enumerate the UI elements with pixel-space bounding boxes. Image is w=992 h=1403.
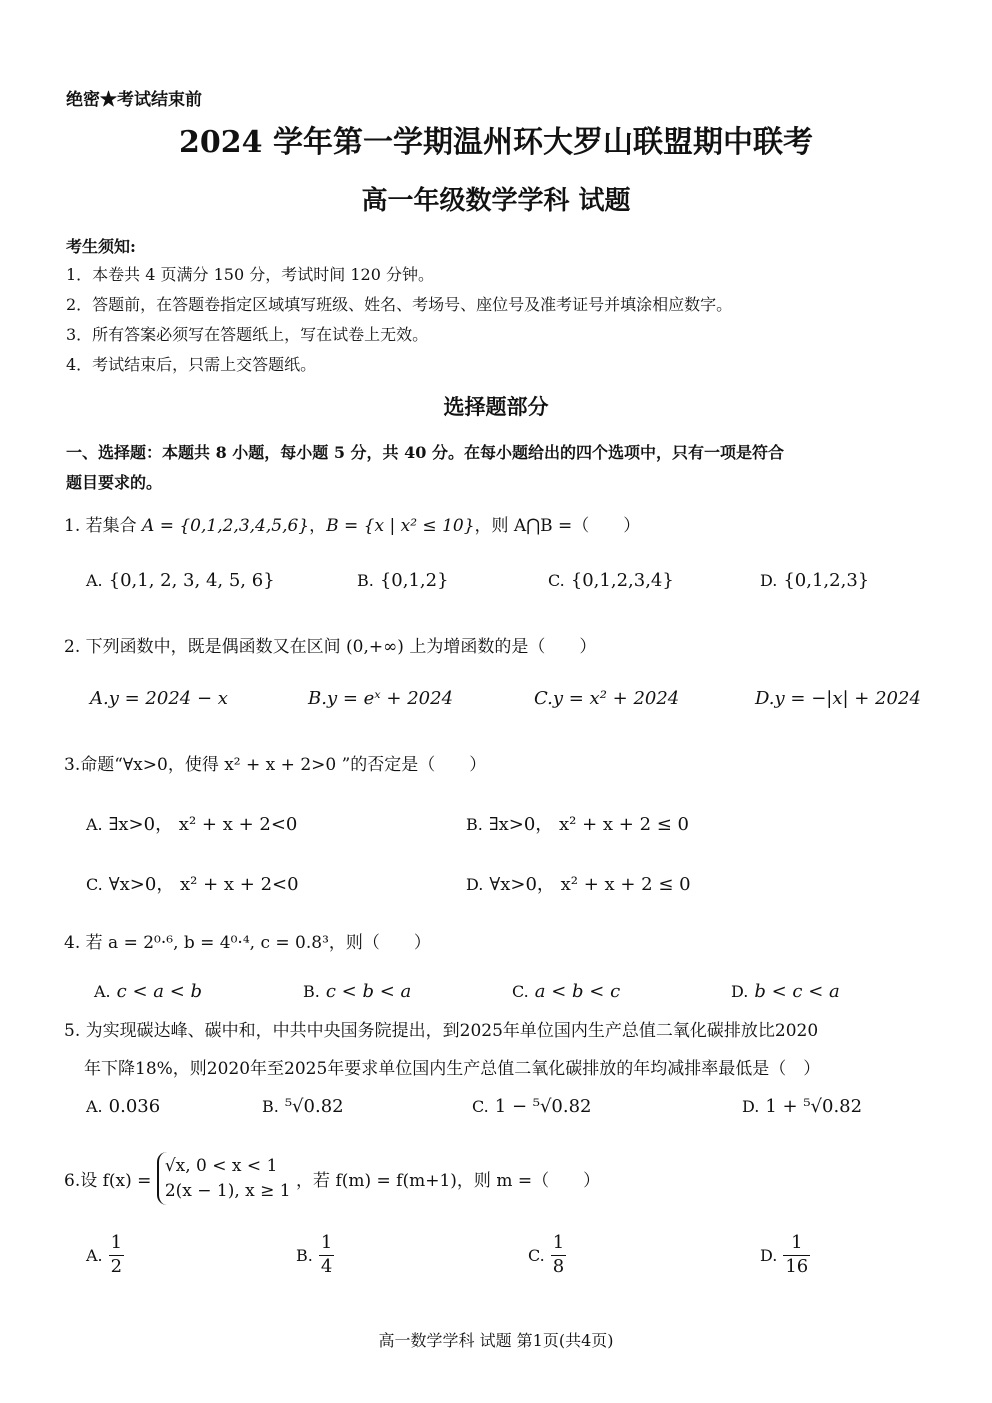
q6-option-b — [296, 1232, 334, 1278]
fraction-numerator: 1 — [109, 1232, 124, 1256]
option-text: a < b < c — [534, 981, 621, 1002]
option-text: c < a < b — [116, 981, 203, 1002]
notice-heading: 考生须知: — [66, 237, 136, 256]
notice-item: 1．本卷共 4 页满分 150 分，考试时间 120 分钟。 — [66, 265, 434, 284]
question-3-stem: 3.命题“∀x>0，使得 x² + x + 2>0 ”的否定是（ ） — [64, 755, 487, 775]
q6-suffix: ，若 f(m) = f(m+1)，则 m =（ ） — [296, 1171, 601, 1192]
option-label: B. — [296, 1245, 313, 1265]
fraction-numerator: 1 — [783, 1232, 810, 1256]
option-text: y = 2024 − x — [108, 688, 228, 709]
option-text: {0,1,2} — [379, 570, 449, 591]
option-text: {0,1, 2, 3, 4, 5, 6} — [108, 570, 275, 591]
option-label: D. — [755, 688, 775, 709]
notice-item: 2．答题前，在答题卷指定区域填写班级、姓名、考场号、座位号及准考证号并填涂相应数字。 — [66, 295, 733, 314]
q1-suffix: ，则 A⋂B =（ ） — [474, 516, 641, 536]
fraction-denominator: 8 — [552, 1255, 565, 1277]
option-label: B. — [308, 688, 327, 709]
notice-item: 3．所有答案必须写在答题纸上，写在试卷上无效。 — [66, 325, 429, 344]
question-1-stem — [64, 511, 640, 536]
option-text: c < b < a — [325, 981, 412, 1002]
q4-option-c — [512, 981, 620, 1002]
fraction-denominator: 4 — [320, 1255, 333, 1277]
q6-case-1: √x, 0 < x < 1 — [164, 1156, 278, 1176]
option-label: A. — [86, 1097, 103, 1116]
instructions-line: 题目要求的。 — [66, 473, 163, 492]
confidential-mark: 绝密★考试结束前 — [66, 90, 202, 110]
option-label: A. — [86, 1245, 103, 1265]
option-label: D. — [466, 875, 484, 894]
instructions-line: 一、选择题：本题共 8 小题，每小题 5 分，共 40 分。在每小题给出的四个选项中，只有一项是符合 — [66, 443, 784, 462]
exam-subtitle: 高一年级数学学科 试题 — [361, 186, 631, 216]
fraction-numerator: 1 — [319, 1232, 334, 1256]
option-label: D. — [760, 571, 778, 590]
q1-set-b: B = {x | x² ≤ 10} — [326, 516, 475, 536]
option-label: C. — [86, 875, 103, 894]
fraction — [783, 1232, 810, 1278]
q1-option-a — [86, 570, 275, 591]
fraction — [109, 1232, 124, 1278]
notice-item: 4．考试结束后，只需上交答题纸。 — [66, 355, 317, 374]
question-6-stem — [64, 1152, 600, 1205]
q2-option-d — [755, 688, 921, 709]
q6-option-c — [528, 1232, 566, 1278]
option-text: 1 − ⁵√0.82 — [494, 1096, 592, 1117]
question-2-stem: 2. 下列函数中，既是偶函数又在区间 (0,+∞) 上为增函数的是（ ） — [64, 637, 597, 657]
q1-set-a: A = {0,1,2,3,4,5,6} — [142, 516, 310, 536]
q4-option-d — [731, 981, 840, 1002]
q6-prefix: 6.设 f(x) = — [64, 1171, 152, 1192]
fraction-denominator: 16 — [785, 1255, 809, 1277]
option-text: 1 + ⁵√0.82 — [765, 1096, 863, 1117]
option-label: D. — [731, 982, 749, 1001]
q3-option-d — [466, 870, 691, 896]
q6-piecewise — [157, 1152, 291, 1205]
option-label: B. — [303, 982, 320, 1001]
option-text: y = x² + 2024 — [552, 688, 680, 709]
q5-option-b — [262, 1096, 344, 1117]
question-5-stem-line2: 年下降18%，则2020年至2025年要求单位国内生产总值二氧化碳排放的年均减排率最低是（ ） — [84, 1059, 821, 1079]
q4-option-b — [303, 981, 411, 1002]
option-text: ⁵√0.82 — [284, 1096, 344, 1117]
section-title: 选择题部分 — [443, 394, 549, 419]
option-text: {0,1,2,3} — [783, 570, 870, 591]
q6-option-a — [86, 1232, 124, 1278]
option-label: C. — [472, 1097, 489, 1116]
fraction-denominator: 2 — [110, 1255, 123, 1277]
option-text: {0,1,2,3,4} — [570, 570, 674, 591]
q2-option-a — [90, 688, 228, 709]
fraction — [319, 1232, 334, 1278]
option-text: ∃x>0， x² + x + 2<0 — [108, 814, 298, 835]
option-text: ∀x>0， x² + x + 2<0 — [108, 874, 299, 895]
q3-option-c — [86, 870, 299, 896]
option-label: B. — [466, 815, 483, 834]
option-label: C. — [512, 982, 529, 1001]
q1-option-c — [548, 570, 674, 591]
option-text: 0.036 — [108, 1096, 161, 1117]
option-label: B. — [357, 571, 374, 590]
question-4-stem: 4. 若 a = 2⁰·⁶, b = 4⁰·⁴, c = 0.8³，则（ ） — [64, 933, 431, 953]
q2-option-c — [534, 688, 679, 709]
option-label: B. — [262, 1097, 279, 1116]
q4-option-a — [94, 981, 202, 1002]
exam-title: 2024 学年第一学期温州环大罗山联盟期中联考 — [179, 125, 813, 160]
option-text: b < c < a — [754, 981, 840, 1002]
option-text: ∃x>0， x² + x + 2 ≤ 0 — [488, 814, 690, 835]
q1-option-d — [760, 570, 869, 591]
option-label: A. — [94, 982, 111, 1001]
page-footer: 高一数学学科 试题 第1页(共4页) — [378, 1331, 614, 1350]
fraction-numerator: 1 — [551, 1232, 566, 1256]
option-label: A. — [86, 571, 103, 590]
q1-option-b — [357, 570, 449, 591]
fraction — [551, 1232, 566, 1278]
option-label: C. — [528, 1245, 545, 1265]
option-label: C. — [534, 688, 553, 709]
option-text: y = eˣ + 2024 — [326, 688, 454, 709]
option-text: y = −|x| + 2024 — [774, 688, 921, 709]
q5-option-d — [742, 1096, 862, 1117]
q5-option-a — [86, 1096, 160, 1117]
q3-option-b — [466, 810, 689, 836]
q6-case-2: 2(x − 1), x ≥ 1 — [164, 1180, 291, 1201]
q5-option-c — [472, 1096, 592, 1117]
q2-option-b — [308, 688, 453, 709]
question-5-stem-line1: 5. 为实现碳达峰、碳中和，中共中央国务院提出，到2025年单位国内生产总值二氧化碳排放比2020 — [64, 1021, 819, 1041]
option-label: D. — [742, 1097, 760, 1116]
option-label: A. — [86, 815, 103, 834]
option-label: D. — [760, 1245, 778, 1265]
option-text: ∀x>0， x² + x + 2 ≤ 0 — [489, 874, 691, 895]
q3-option-a — [86, 810, 297, 836]
option-label: C. — [548, 571, 565, 590]
q1-prefix: 1. 若集合 — [64, 516, 143, 536]
q6-option-d — [760, 1232, 810, 1278]
q1-sep: ， — [309, 516, 327, 536]
option-label: A. — [90, 688, 109, 709]
